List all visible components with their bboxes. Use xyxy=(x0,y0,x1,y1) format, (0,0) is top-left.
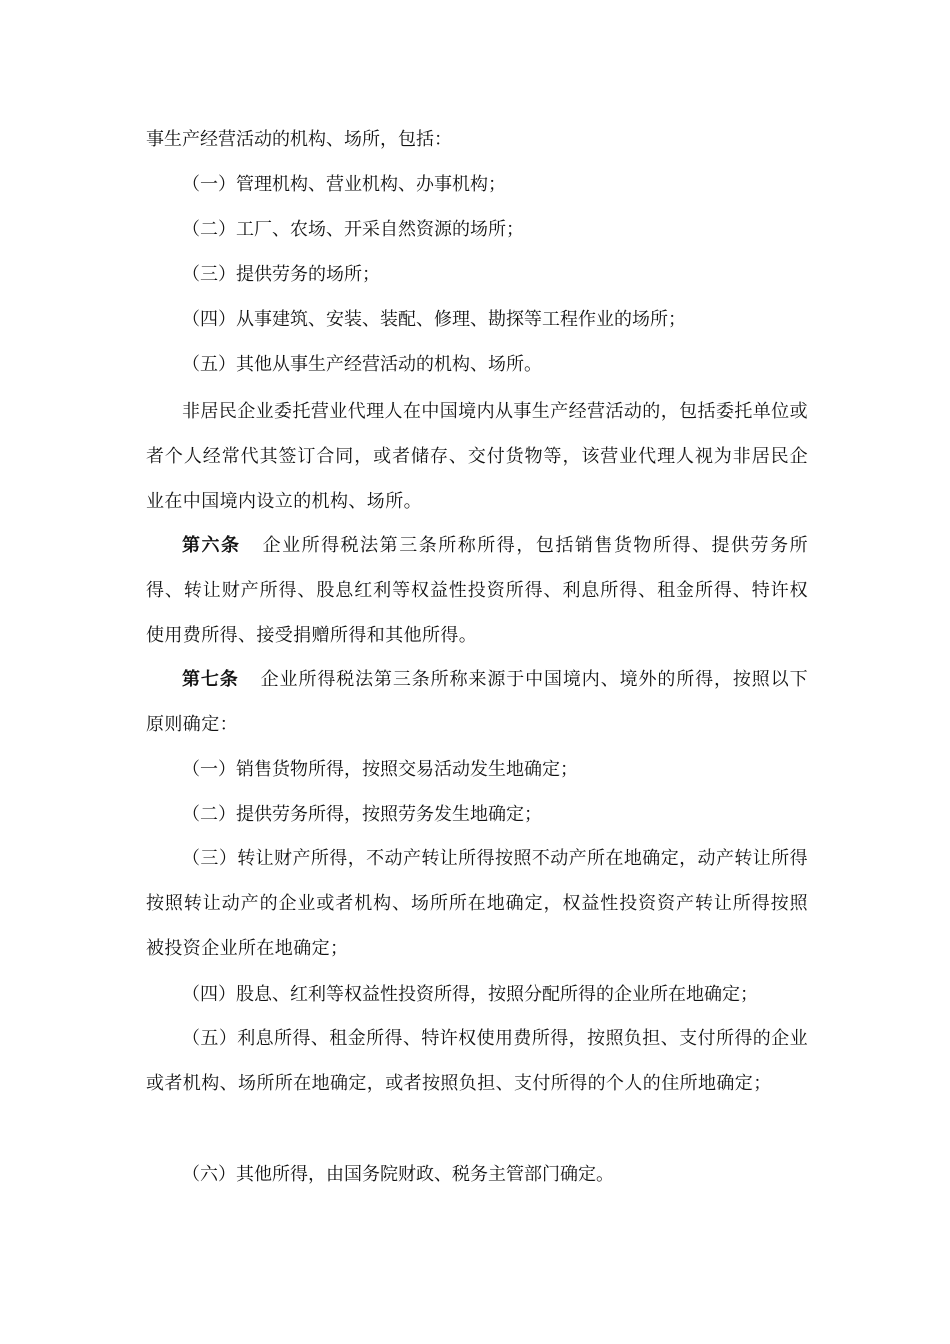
source-item-1: （一）销售货物所得，按照交易活动发生地确定； xyxy=(182,759,578,780)
source-item-5: （五）利息所得、租金所得、特许权使用费所得，按照负担、支付所得的企业或者机构、场所所在地确定，或者按照负担、支付所得的个人的住所地确定； xyxy=(146,1028,808,1094)
source-item-2: （二）提供劳务所得，按照劳务发生地确定； xyxy=(182,804,542,825)
source-item-3: （三）转让财产所得，不动产转让所得按照不动产所在地确定，动产转让所得按照转让动产的企业或者机构、场所所在地确定，权益性投资资产转让所得按照被投资企业所在地确定； xyxy=(146,848,808,959)
agent-paragraph: 非居民企业委托营业代理人在中国境内从事生产经营活动的，包括委托单位或者个人经常代其签订合同，或者储存、交付货物等，该营业代理人视为非居民企业在中国境内设立的机构、场所。 xyxy=(146,401,808,512)
article-7-label: 第七条 xyxy=(182,669,239,690)
source-item-6: （六）其他所得，由国务院财政、税务主管部门确定。 xyxy=(182,1164,614,1185)
list-item-4: （四）从事建筑、安装、装配、修理、勘探等工程作业的场所； xyxy=(182,309,686,330)
article-6-label: 第六条 xyxy=(182,535,241,556)
paragraph-continuation: 事生产经营活动的机构、场所，包括： xyxy=(146,129,452,150)
source-item-4: （四）股息、红利等权益性投资所得，按照分配所得的企业所在地确定； xyxy=(182,984,758,1005)
article-6 xyxy=(146,523,808,658)
list-item-5: （五）其他从事生产经营活动的机构、场所。 xyxy=(182,354,542,375)
article-6-text: 企业所得税法第三条所称所得，包括销售货物所得、提供劳务所得、转让财产所得、股息红利等权益性投资所得、利息所得、租金所得、特许权使用费所得、接受捐赠所得和其他所得。 xyxy=(146,535,808,646)
article-7-text: 企业所得税法第三条所称来源于中国境内、境外的所得，按照以下原则确定： xyxy=(146,669,808,735)
article-7 xyxy=(146,657,808,747)
list-item-2: （二）工厂、农场、开采自然资源的场所； xyxy=(182,219,524,240)
list-item-1: （一）管理机构、营业机构、办事机构； xyxy=(182,174,506,195)
list-item-3: （三）提供劳务的场所； xyxy=(182,264,380,285)
